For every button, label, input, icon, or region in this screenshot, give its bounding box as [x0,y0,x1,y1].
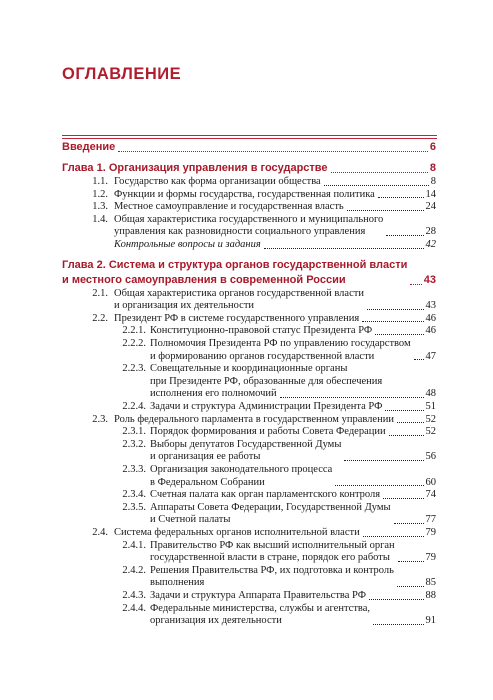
toc-entry-page: 51 [425,401,436,412]
toc-entry-title-line: Порядок формирования и работы Совета Федерации [150,426,386,438]
toc-entry-title-line: Задачи и структура Администрации Президента РФ [150,401,383,412]
toc-entry-number: 2.3.3. [122,464,146,475]
toc-entry-page: 88 [425,590,436,601]
toc-entry-page: 47 [425,350,436,362]
toc-entry-title-line: Президент РФ в системе государственного управления [114,312,360,324]
toc-section-entry [0,590,493,603]
toc-section-entry [0,176,493,189]
toc-entry-page: 14 [425,188,436,200]
toc-dot-leader [397,586,424,587]
toc-entry-number: 2.4.2. [122,564,146,576]
toc-entry-title-line: Организация законодательного процесса [150,464,333,475]
toc-entry-title-line: и местного самоуправления в современной России [62,273,346,286]
toc-entry-title-line: государственной власти в стране, порядок его работы [150,552,390,564]
toc-dot-leader [386,235,423,236]
toc-entry-number: 2.4. [92,527,108,538]
toc-entry-title [150,502,391,527]
toc-entry-page: 85 [425,577,436,589]
toc-section-entry [0,464,493,489]
toc-entry-page: 52 [425,426,436,438]
toc-entry-number: 2.2. [92,312,108,324]
toc-entry-number: 2.2.4. [122,401,146,412]
toc-section-entry [0,325,493,338]
toc-entry-page: 43 [425,300,436,312]
toc-entry-number: 2.4.3. [122,590,146,601]
toc-section-entry [0,527,493,540]
toc-entry-title-line: организация их деятельности [150,615,282,627]
toc-section-entry [0,502,493,527]
toc-entry-title [150,565,394,590]
toc-entry-title-line: Глава 1. Организация управления в государстве [62,162,328,174]
toc-dot-leader [362,321,423,322]
toc-entry-page: 46 [425,312,436,324]
toc-entry-number: 2.4.4. [122,602,146,614]
toc-entry-title-line: Аппараты Совета Федерации, Государственной Думы [150,501,391,513]
toc-dot-leader [280,397,424,398]
toc-section-entry [0,540,493,565]
toc-entry-title-line: и организация их деятельности [114,300,255,312]
toc-entry-title [150,489,380,502]
toc-entry-title-line: Местное самоуправление и государственная власть [114,201,344,213]
toc-dot-leader [378,197,424,198]
toc-entry-number: 1.3. [92,201,108,213]
toc-entry-page: 42 [425,239,436,250]
toc-entry-number: 2.4.1. [122,539,146,551]
toc-entry-title-line: Система федеральных органов исполнительной власти [114,527,360,538]
toc-entry-page: 48 [425,388,436,400]
toc-entry-title-line: Задачи и структура Аппарата Правительства РФ [150,590,366,601]
toc-entry-title-line: Федеральные министерства, службы и агентства, [150,602,371,614]
toc-entry-title-line: Выборы депутатов Государственной Думы [150,438,342,450]
toc-entry-page: 79 [425,527,436,538]
page-title: ОГЛАВЛЕНИЕ [62,65,182,83]
toc-section-entry [0,565,493,590]
toc-entry-number: 1.1. [92,176,108,187]
toc-entry-title-line: Решения Правительства РФ, их подготовка и контроль [150,564,394,576]
toc-dot-leader [410,284,421,285]
toc-entry-number: 2.3. [92,413,108,425]
toc-dot-leader [369,599,424,600]
title-rule-top [62,135,437,136]
toc-entry-number: 2.3.1. [122,426,146,438]
toc-entry-number: 2.1. [92,287,108,299]
toc-dot-leader [118,151,428,152]
toc-entry-title [114,313,359,326]
toc-entry-title-line: и формированию органов государственной власти [150,350,375,362]
toc-dot-leader [264,248,424,249]
toc-entry-title-line: Конституционно-правовой статус Президента РФ [150,325,373,337]
toc-entry-title [114,414,394,427]
toc-entry-title-line: Введение [62,141,116,153]
toc-dot-leader [331,172,428,173]
toc-entry-page: 52 [425,413,436,425]
toc-section-entry [0,414,493,427]
toc-section-entry [0,313,493,326]
toc-entry-title [150,426,386,439]
toc-entry-title-line: Полномочия Президента РФ по управлению государством [150,338,411,349]
toc-entry-title [114,189,375,202]
toc-section-entry [0,288,493,313]
toc-chapter-entry [0,140,493,155]
toc-entry-title [114,239,261,252]
toc-entry-title [62,140,115,155]
toc-entry-title [114,214,383,239]
toc-dot-leader [414,359,424,360]
toc-entry-number: 2.2.2. [122,338,146,349]
toc-entry-title-line: Функции и формы государства, государственная политика [114,188,375,200]
toc-entry-title-line: в Федеральном Собрании [150,476,265,488]
toc-entry-title-line: выполнения [150,577,205,589]
toc-entry-title [150,590,366,603]
toc-dot-leader [389,435,424,436]
toc-section-entry [0,189,493,202]
toc-entry-number: 2.3.4. [122,489,146,501]
toc-entry-title [150,325,372,338]
toc-entry-page: 74 [425,489,436,501]
toc-entry-title [150,540,395,565]
toc-section-entry [0,239,493,252]
toc-section-entry [0,363,493,401]
toc-entry-title-line: Общая характеристика государственного и муниципального [114,213,384,225]
toc-entry-title [150,603,370,628]
toc-entry-title-line: при Президенте РФ, образованные для обеспечения [150,375,383,387]
toc-entry-title-line: Государство как форма организации общества [114,176,321,187]
toc-entry-page: 91 [425,615,436,627]
toc-entry-number: 2.2.3. [122,363,146,375]
toc-dot-leader [375,334,423,335]
toc-dot-leader [383,498,423,499]
toc-entry-title [150,401,382,414]
toc-section-entry [0,201,493,214]
toc-entry-title-line: Глава 2. Система и структура органов государственной власти [62,258,408,271]
toc-section-entry [0,489,493,502]
toc-entry-page: 24 [425,201,436,213]
toc-entry-title [150,439,341,464]
toc-entry-title-line: Счетная палата как орган парламентского контроля [150,489,381,501]
toc-entry-title [150,363,382,401]
toc-dot-leader [373,624,423,625]
toc-entry-title-line: исполнения его полномочий [150,388,277,400]
toc-section-entry [0,214,493,239]
toc-entry-title [62,258,407,288]
toc-dot-leader [367,309,424,310]
toc-entry-title [114,201,344,214]
toc-entry-page: 28 [425,226,436,238]
toc-entry-title [114,527,360,540]
toc-entry-title-line: управления как разновидности социального управления [114,226,366,238]
toc-dot-leader [385,410,423,411]
toc-entry-page: 46 [425,325,436,337]
toc-entry-number: 1.4. [92,213,108,225]
title-rule-bottom [62,138,437,139]
toc-section-entry [0,439,493,464]
toc-entry-title-line: Правительство РФ как высший исполнительный орган [150,539,395,551]
toc-chapter-entry [0,258,493,288]
toc-dot-leader [324,185,429,186]
toc-entry-page: 79 [425,552,436,564]
toc-entry-number: 2.3.2. [122,438,146,450]
toc-entry-title-line: и Счетной палаты [150,514,231,526]
toc-entry-page: 8 [430,176,436,187]
toc-dot-leader [397,422,424,423]
toc-section-entry [0,426,493,439]
toc-chapter-entry [0,161,493,176]
toc-entry-number: 1.2. [92,188,108,200]
toc-entry-title-line: и организация ее работы [150,451,261,463]
toc-entry-page: 77 [425,514,436,526]
toc-dot-leader [363,536,424,537]
toc-entry-page: 56 [425,451,436,463]
toc-dot-leader [347,210,424,211]
toc-entry-title-line: Роль федерального парламента в государственном управлении [114,413,394,425]
toc-entry-title [150,338,411,363]
toc-dot-leader [344,460,423,461]
toc-dot-leader [398,561,424,562]
toc-entry-title [114,176,321,189]
toc-entry-title [114,288,364,313]
toc-entry-title-line: Общая характеристика органов государственной власти [114,287,364,299]
toc-section-entry [0,338,493,363]
toc-entry-number: 2.3.5. [122,501,146,513]
toc-entry-title-line: Совещательные и координационные органы [150,363,348,375]
toc-entry-title-line: Контрольные вопросы и задания [114,239,261,250]
toc-entry-title [62,161,328,176]
toc-entry-number: 2.2.1. [122,325,146,337]
toc-dot-leader [394,523,424,524]
toc-section-entry [0,603,493,628]
toc-entry-page: 8 [429,162,436,174]
toc-entry-page: 43 [423,273,436,286]
toc-entry-title [150,464,332,489]
toc-section-entry [0,401,493,414]
toc-dot-leader [335,485,423,486]
toc-entry-page: 60 [425,476,436,488]
toc-entry-page: 6 [429,141,436,153]
